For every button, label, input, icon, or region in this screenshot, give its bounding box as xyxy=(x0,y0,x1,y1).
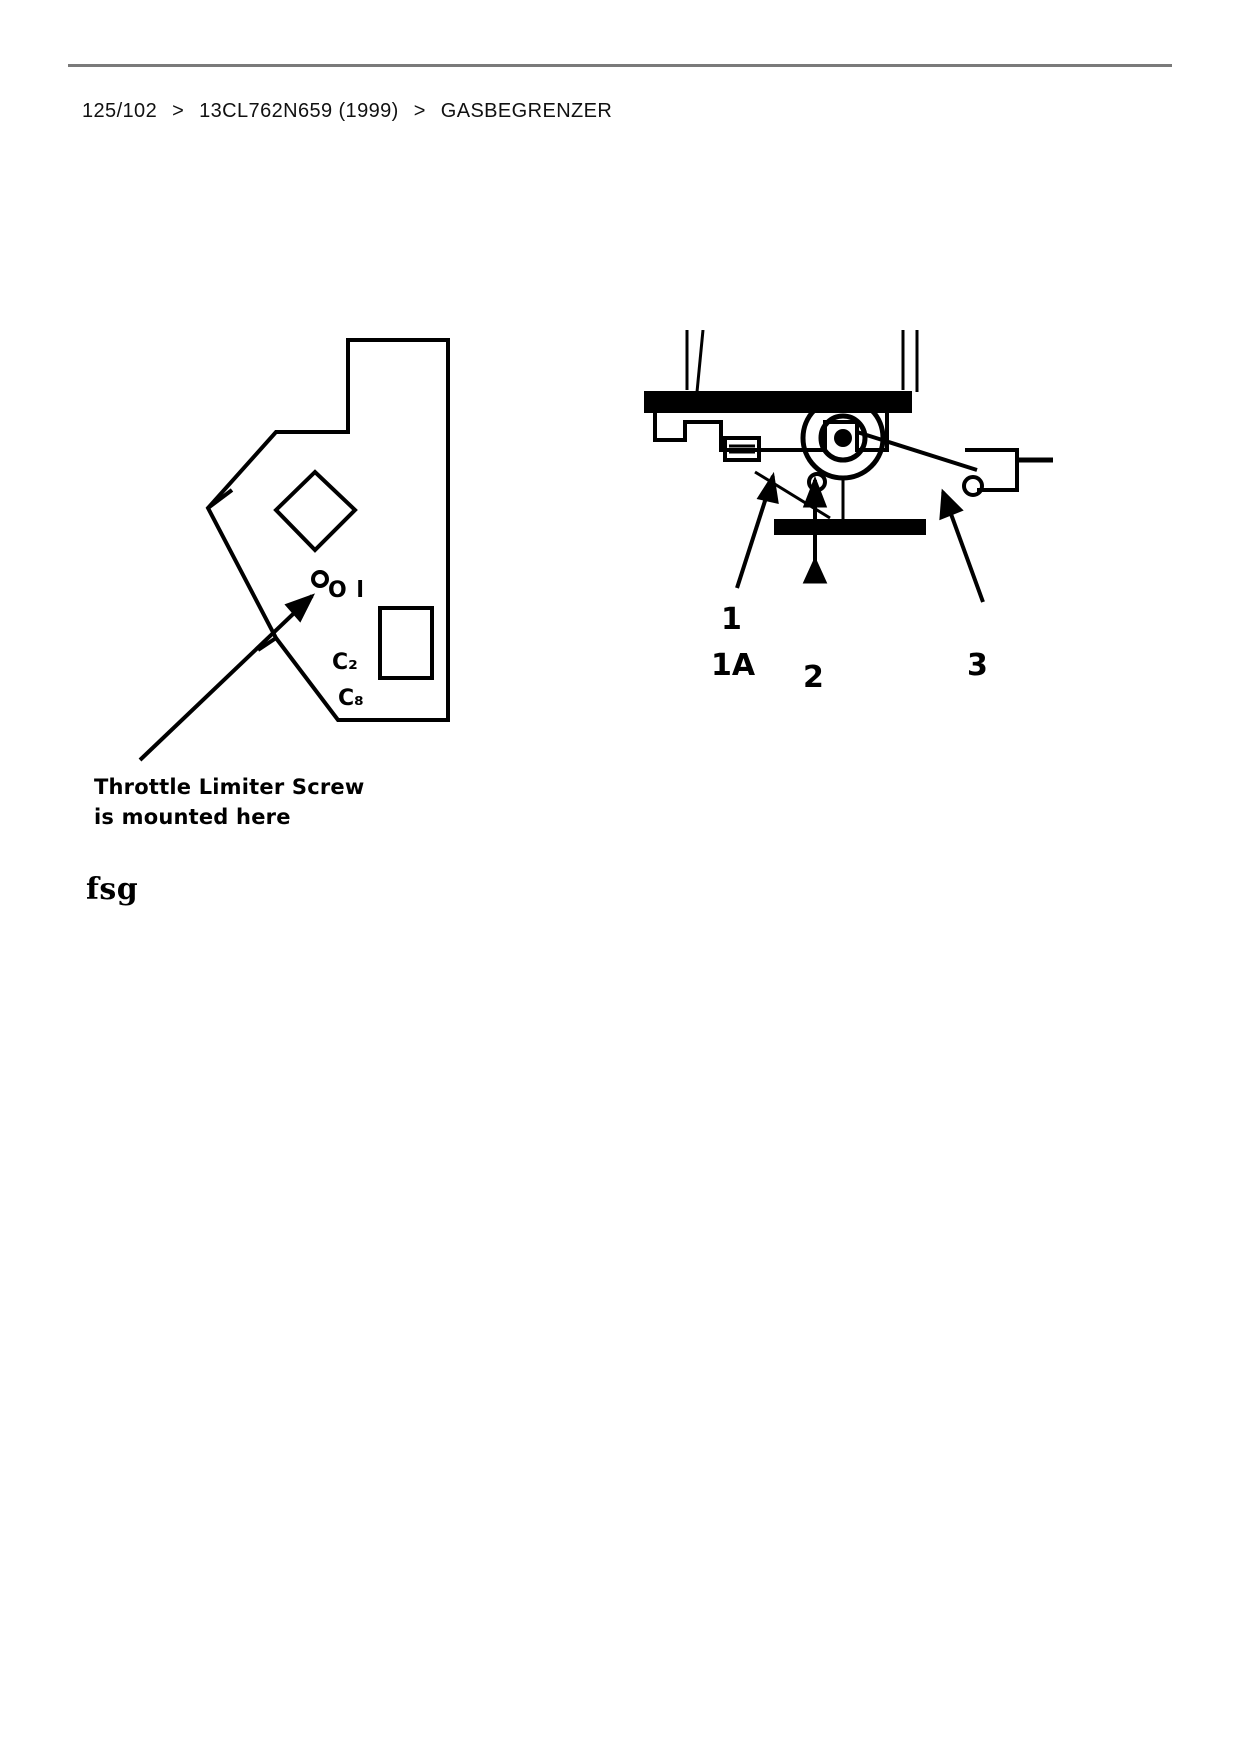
marker-c8: C₈ xyxy=(338,686,364,711)
callout-3: 3 xyxy=(967,648,988,683)
figure-caption-throttle-limiter xyxy=(94,772,424,832)
figure-signature-fsg: fsg xyxy=(86,872,139,907)
callout-2: 2 xyxy=(803,660,824,695)
marker-c2: C₂ xyxy=(332,650,358,675)
breadcrumb-item-section: GASBEGRENZER xyxy=(440,100,613,122)
breadcrumb xyxy=(82,100,612,123)
figure-caption-line-2: is mounted here xyxy=(94,805,291,829)
left-diagram-drawing xyxy=(80,320,510,780)
breadcrumb-separator: > xyxy=(172,100,185,122)
header-divider xyxy=(68,64,1172,67)
figure-area xyxy=(80,300,1120,940)
figure-caption-line-1: Throttle Limiter Screw xyxy=(94,775,365,799)
breadcrumb-item-machine: 13CL762N659 (1999) xyxy=(199,100,399,122)
callout-1: 1 xyxy=(721,602,742,637)
callout-1a: 1A xyxy=(711,648,756,683)
breadcrumb-separator: > xyxy=(413,100,426,122)
right-diagram-drawing xyxy=(625,330,1055,630)
breadcrumb-item-model: 125/102 xyxy=(82,100,158,122)
figure-linkage-assembly xyxy=(625,330,1055,710)
marker-o1: O l xyxy=(328,578,365,603)
figure-throttle-limiter-location xyxy=(80,320,510,940)
